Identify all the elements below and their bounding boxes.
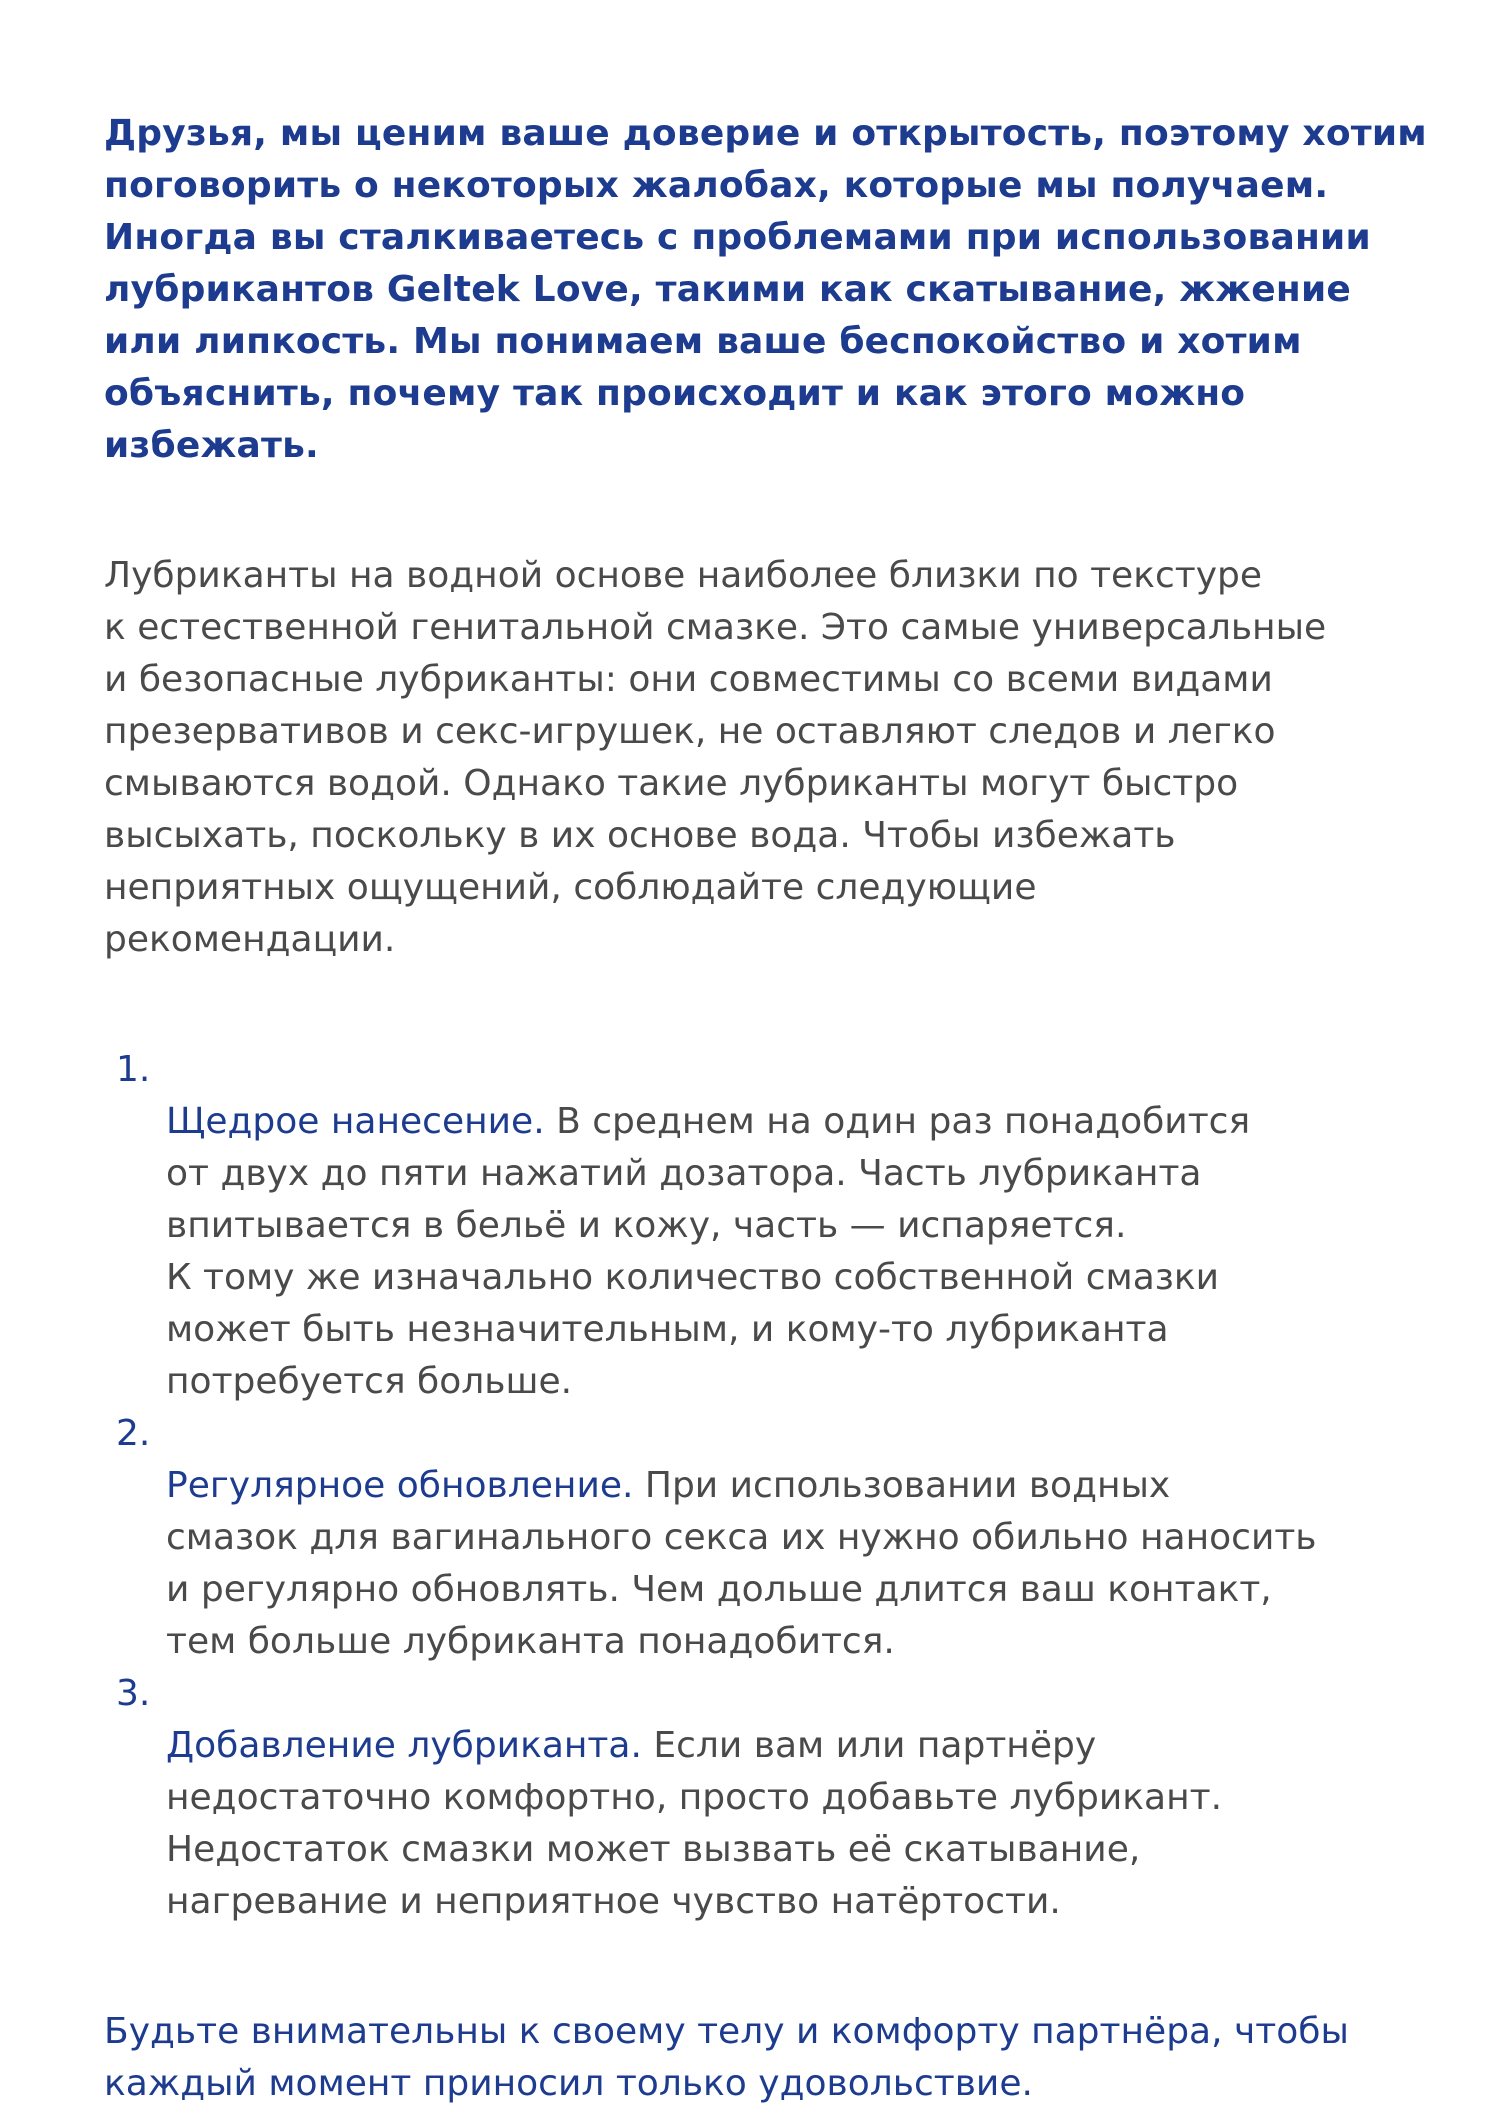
step-text: При использовании водных смазок для вагинального секса их нужно обильно наносить и регулярно обновлять. Чем дольше длится ваш контакт, тем больше лубриканта понадобится. xyxy=(166,1465,1317,1662)
recommendations-list xyxy=(104,1044,1444,1928)
body-paragraph: Лубриканты на водной основе наиболее близки по текстуре к естественной генитальной смазке. Это самые универсальные и безопасные лубриканты: они совместимы со всеми видами презервативов и секс-игрушек, не оставляют следов и легко смываются водой. Однако такие лубриканты могут быстро высыхать, поскольку в их основе вода. Чтобы избежать неприятных ощущений, соблюдайте следующие рекомендации. xyxy=(104,555,1327,960)
step-title: Добавление лубриканта. xyxy=(166,1725,642,1766)
list-item xyxy=(104,1044,1444,1408)
intro-paragraph: Друзья, мы ценим ваше доверие и открытость, поэтому хотим поговорить о некоторых жалобах, которые мы получаем. Иногда вы сталкиваетесь с проблемами при использовании лубрикантов Geltek Love, такими как скатывание, жжение или липкость. Мы понимаем ваше беспокойство и хотим объяснить, почему так происходит и как этого можно избежать. xyxy=(104,113,1427,466)
step-title: Регулярное обновление. xyxy=(166,1465,634,1506)
step-number: 1. xyxy=(116,1049,151,1090)
step-text: В среднем на один раз понадобится от двух до пяти нажатий дозатора. Часть лубриканта впитывается в бельё и кожу, часть — испаряется. К тому же изначально количество собственной смазки может быть незначительным, и кому-то лубриканта потребуется больше. xyxy=(166,1101,1251,1402)
step-title: Щедрое нанесение. xyxy=(166,1101,545,1142)
list-item xyxy=(104,1408,1444,1668)
article-content xyxy=(104,108,1444,2110)
step-text: Если вам или партнёру недостаточно комфортно, просто добавьте лубрикант. Недостаток смазки может вызвать её скатывание, нагревание и неприятное чувство натёртости. xyxy=(166,1725,1223,1922)
step-number: 2. xyxy=(116,1413,151,1454)
list-item xyxy=(104,1668,1444,1928)
step-number: 3. xyxy=(116,1673,151,1714)
closing-paragraph: Будьте внимательны к своему телу и комфорту партнёра, чтобы каждый момент приносил только удовольствие. xyxy=(104,2011,1349,2104)
